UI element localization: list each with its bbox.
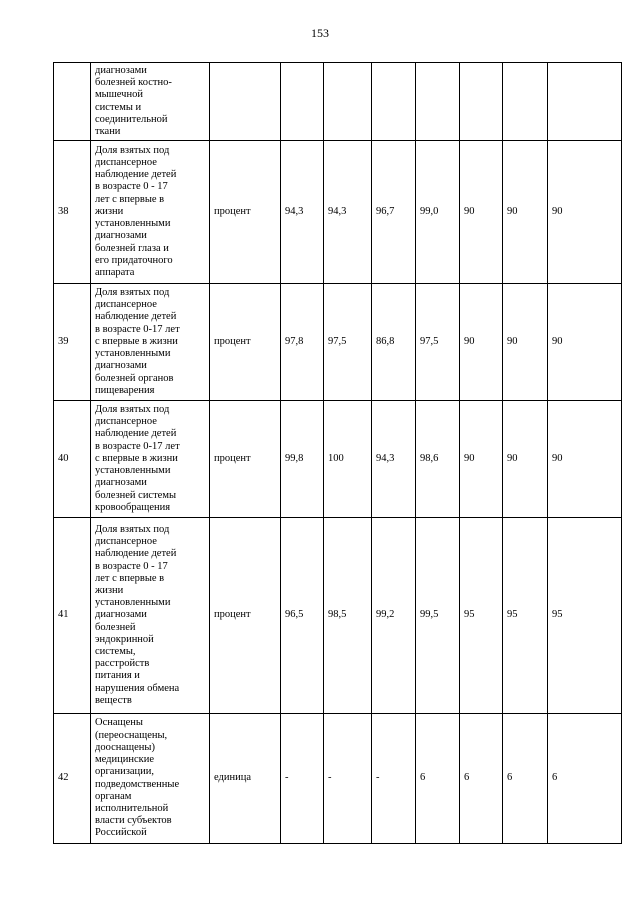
row-number-cell [54,63,91,141]
value-cell [281,63,324,141]
description-line: диагнозами [95,360,147,372]
value-cell: 97,5 [416,284,460,401]
description-line: установленными [95,465,171,477]
value-cell: 98,5 [324,518,372,714]
description-line: лет с впервые в [95,572,165,584]
page-number: 153 [311,26,329,40]
value-cell [372,63,416,141]
description-line: соединительной [95,113,168,125]
description-line: наблюдение детей [95,311,177,323]
unit-cell: процент [210,401,281,518]
description-line: аппарата [95,266,135,278]
unit-cell: процент [210,284,281,401]
value-cell: 100 [324,401,372,518]
description-line: установленными [95,348,171,360]
description-line: болезней органов [95,372,174,384]
description-line: системы и [95,101,142,113]
value-cell [460,63,503,141]
description-line: диспансерное [95,157,157,169]
value-cell [416,63,460,141]
description-line: Доля взятых под [95,523,170,535]
value-cell: 96,5 [281,518,324,714]
indicator-table [53,62,622,844]
value-cell [503,63,548,141]
description-line: организации, [95,766,154,778]
value-cell [324,63,372,141]
description-line: власти субъектов [95,815,172,827]
description-line: диспансерное [95,299,157,311]
unit-cell: процент [210,518,281,714]
value-cell: 6 [548,714,622,844]
description-line: болезней костно- [95,77,172,89]
value-cell [548,63,622,141]
indicator-description-cell [91,284,210,401]
value-cell: 90 [548,284,622,401]
table-row [54,714,622,844]
description-line: Российской [95,827,147,839]
description-line: Доля взятых под [95,144,170,156]
description-line: диагнозами [95,64,147,76]
value-cell: 94,3 [372,401,416,518]
value-cell: 90 [460,141,503,284]
description-line: диагнозами [95,609,147,621]
table-row [54,284,622,401]
indicator-description-cell [91,518,210,714]
description-line: установленными [95,597,171,609]
description-line: лет с впервые в [95,193,165,205]
description-line: наблюдение детей [95,169,177,181]
table-row [54,518,622,714]
description-line: веществ [95,694,132,706]
table-row [54,401,622,518]
description-line: Доля взятых под [95,287,170,299]
value-cell: 90 [460,284,503,401]
description-line: Доля взятых под [95,404,170,416]
description-line: болезней системы [95,489,177,501]
value-cell: 95 [548,518,622,714]
description-line: Оснащены [95,717,143,729]
description-line: нарушения обмена [95,682,180,694]
description-line: исполнительной [95,802,169,814]
description-line: в возрасте 0 - 17 [95,560,168,572]
description-line: в возрасте 0 - 17 [95,181,168,193]
description-line: пищеварения [95,384,155,396]
value-cell: 99,8 [281,401,324,518]
value-cell: 90 [548,401,622,518]
indicator-description-cell [91,63,210,141]
description-line: диспансерное [95,536,157,548]
row-number-cell: 41 [54,518,91,714]
value-cell: 98,6 [416,401,460,518]
description-line: жизни [95,205,124,217]
description-line: органам [95,790,132,802]
description-line: диагнозами [95,230,147,242]
description-line: системы, [95,646,136,657]
value-cell: - [324,714,372,844]
value-cell: 97,5 [324,284,372,401]
value-cell: 99,2 [372,518,416,714]
table-row [54,141,622,284]
value-cell: 97,8 [281,284,324,401]
description-line: кровообращения [95,501,171,513]
value-cell: 99,5 [416,518,460,714]
unit-cell [210,63,281,141]
value-cell: 90 [503,401,548,518]
description-line: мышечной [95,89,143,101]
description-line: питания и [95,670,140,682]
description-line: эндокринной [95,633,154,645]
description-line: жизни [95,584,124,596]
row-number-cell: 38 [54,141,91,284]
value-cell: 6 [416,714,460,844]
description-line: в возрасте 0-17 лет [95,323,180,335]
value-cell: 90 [548,141,622,284]
description-line: расстройств [95,658,150,670]
description-line: установленными [95,218,171,230]
value-cell: 6 [503,714,548,844]
description-line: болезней [95,621,136,633]
description-line: в возрасте 0-17 лет [95,440,180,452]
indicator-description-cell [91,401,210,518]
value-cell: 94,3 [324,141,372,284]
value-cell: - [281,714,324,844]
description-line: болезней глаза и [95,242,169,254]
unit-cell: единица [210,714,281,844]
value-cell: 95 [503,518,548,714]
description-line: с впервые в жизни [95,452,178,464]
value-cell: 96,7 [372,141,416,284]
value-cell: - [372,714,416,844]
description-line: наблюдение детей [95,548,177,560]
indicator-description-cell [91,141,210,284]
unit-cell: процент [210,141,281,284]
value-cell: 95 [460,518,503,714]
row-number-cell: 40 [54,401,91,518]
value-cell: 90 [503,141,548,284]
description-line: дооснащены) [95,741,155,753]
value-cell: 86,8 [372,284,416,401]
value-cell: 99,0 [416,141,460,284]
description-line: наблюдение детей [95,428,177,440]
description-line: подведомственные [95,778,180,790]
description-line: диагнозами [95,477,147,489]
indicator-description-cell [91,714,210,844]
row-number-cell: 39 [54,284,91,401]
value-cell: 90 [460,401,503,518]
description-line: диспансерное [95,416,157,428]
value-cell: 90 [503,284,548,401]
table-row [54,63,622,141]
description-line: (переоснащены, [95,729,168,741]
description-line: с впервые в жизни [95,335,178,347]
description-line: ткани [95,125,121,137]
value-cell: 94,3 [281,141,324,284]
description-line: медицинские [95,754,155,766]
value-cell: 6 [460,714,503,844]
description-line: его придаточного [95,254,173,266]
row-number-cell: 42 [54,714,91,844]
